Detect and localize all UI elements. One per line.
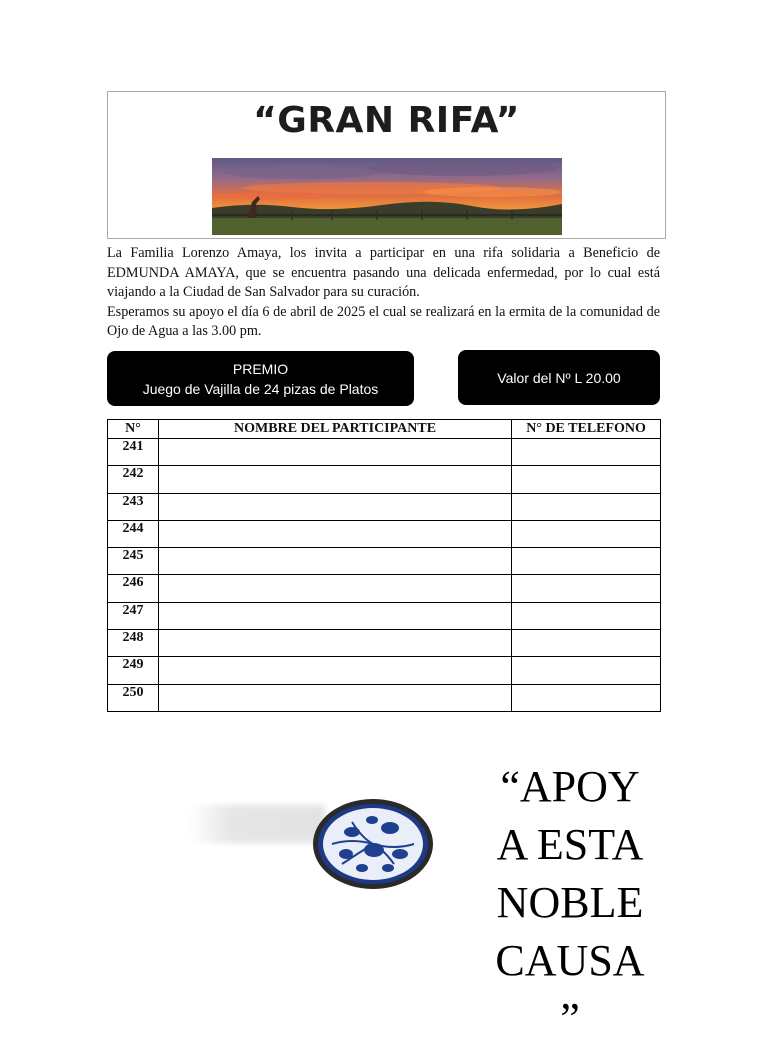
- phone-number-cell[interactable]: [512, 630, 661, 657]
- table-header-row: [108, 420, 661, 439]
- prize-description: Juego de Vajilla de 24 pizas de Platos: [142, 380, 379, 397]
- ticket-number: 242: [108, 466, 159, 493]
- table-row: [108, 548, 661, 575]
- participant-name-cell[interactable]: [158, 493, 511, 520]
- event-paragraph: Esperamos su apoyo el día 6 de abril de 2025 el cual se realizará en la ermita de la comunidad de Ojo de Agua a las 3.00 pm.: [107, 303, 660, 340]
- phone-number-cell[interactable]: [512, 548, 661, 575]
- participant-name-cell[interactable]: [158, 575, 511, 602]
- ticket-number: 249: [108, 657, 159, 684]
- participant-name-cell[interactable]: [158, 602, 511, 629]
- table-row: [108, 602, 661, 629]
- blurred-shadow: [190, 805, 325, 843]
- ticket-number: 241: [108, 439, 159, 466]
- ticket-number: 243: [108, 493, 159, 520]
- ticket-number: 245: [108, 548, 159, 575]
- slogan-line: ”: [560, 994, 580, 1043]
- ticket-number: 248: [108, 630, 159, 657]
- phone-number-cell[interactable]: [512, 575, 661, 602]
- participant-name-cell[interactable]: [158, 548, 511, 575]
- slogan: [480, 758, 660, 1048]
- price-box: [458, 350, 660, 405]
- participant-name-cell[interactable]: [158, 657, 511, 684]
- table-row: [108, 657, 661, 684]
- slogan-line: CAUSA: [495, 936, 645, 985]
- phone-number-cell[interactable]: [512, 657, 661, 684]
- ticket-number: 247: [108, 602, 159, 629]
- prize-box: [107, 351, 414, 406]
- table-row: [108, 439, 661, 466]
- column-header-name: NOMBRE DEL PARTICIPANTE: [158, 420, 511, 439]
- ticket-number: 250: [108, 684, 159, 711]
- column-header-number: N°: [108, 420, 159, 439]
- price-label: Valor del Nº L 20.00: [497, 369, 621, 386]
- table-row: [108, 493, 661, 520]
- participant-name-cell[interactable]: [158, 466, 511, 493]
- participant-name-cell[interactable]: [158, 684, 511, 711]
- slogan-line: “APOY: [500, 762, 640, 811]
- table-row: [108, 575, 661, 602]
- intro-paragraph: La Familia Lorenzo Amaya, los invita a participar en una rifa solidaria a Beneficio de EDMUNDA AMAYA, que se encuentra pasando una delicada enfermedad, por lo cual está viajando a la Ciudad de San Salvador para su curación.: [107, 245, 660, 301]
- participant-name-cell[interactable]: [158, 439, 511, 466]
- plate-photo: [312, 798, 434, 890]
- phone-number-cell[interactable]: [512, 439, 661, 466]
- phone-number-cell[interactable]: [512, 602, 661, 629]
- slogan-line: NOBLE: [496, 878, 644, 927]
- page-title: “GRAN RIFA”: [253, 100, 520, 141]
- participant-name-cell[interactable]: [158, 630, 511, 657]
- intro-text: [107, 244, 660, 342]
- phone-number-cell[interactable]: [512, 466, 661, 493]
- table-row: [108, 520, 661, 547]
- phone-number-cell[interactable]: [512, 493, 661, 520]
- column-header-phone: N° DE TELEFONO: [512, 420, 661, 439]
- table-row: [108, 466, 661, 493]
- table-row: [108, 684, 661, 711]
- phone-number-cell[interactable]: [512, 684, 661, 711]
- ticket-number: 246: [108, 575, 159, 602]
- raffle-table: [107, 419, 661, 712]
- ticket-number: 244: [108, 520, 159, 547]
- phone-number-cell[interactable]: [512, 520, 661, 547]
- sunset-photo: [212, 158, 562, 235]
- table-row: [108, 630, 661, 657]
- slogan-line: A ESTA: [496, 820, 644, 869]
- participant-name-cell[interactable]: [158, 520, 511, 547]
- header-box: [107, 91, 666, 239]
- prize-label: PREMIO: [232, 360, 289, 377]
